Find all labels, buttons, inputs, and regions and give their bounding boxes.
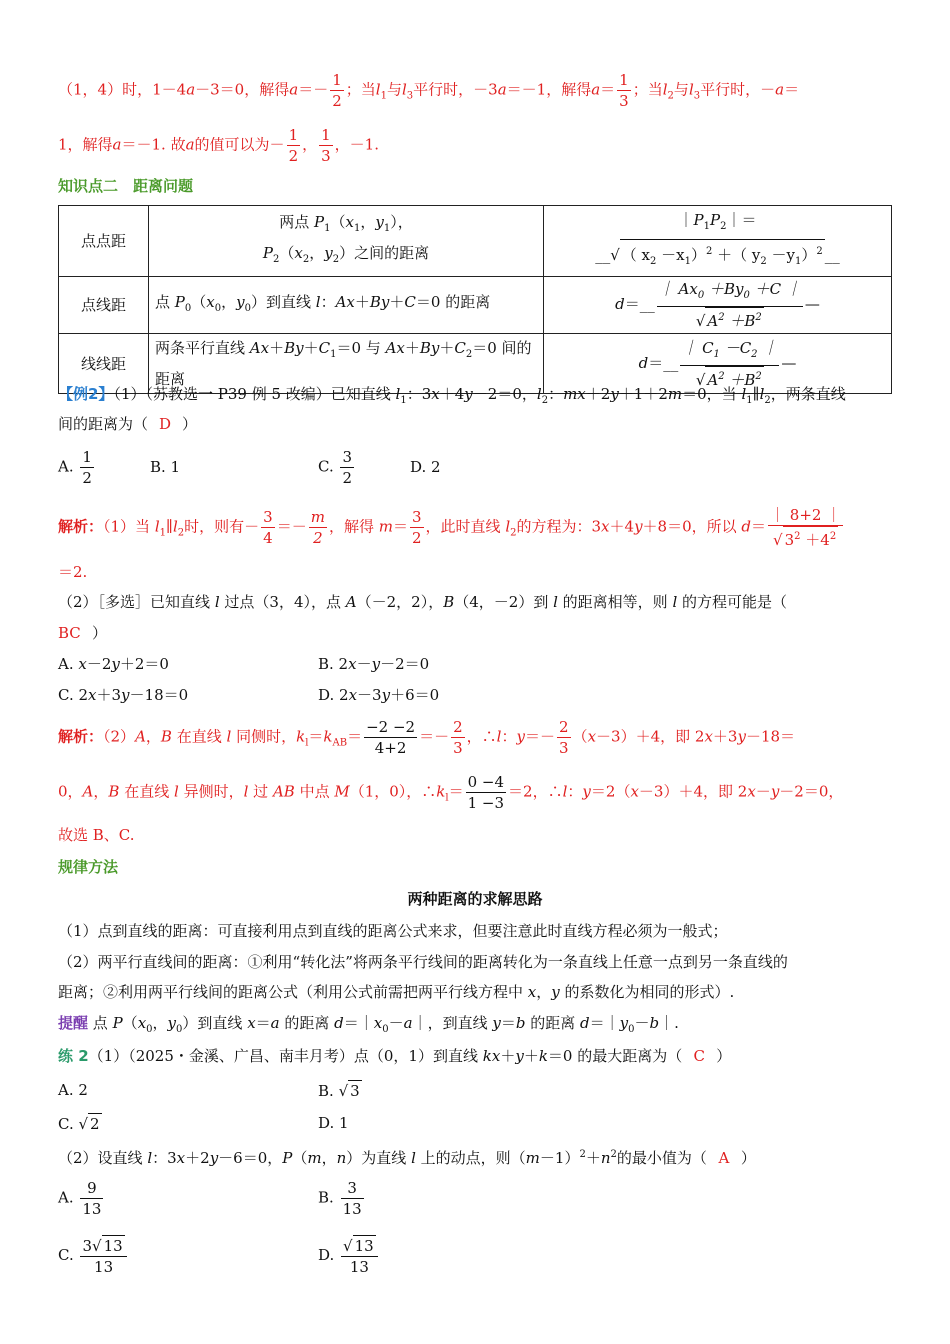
method-p2b: 距离；②利用两平行线间的距离公式（利用公式前需把两平行线方程中 x，y 的系数化为相同的形式）. bbox=[58, 983, 735, 1001]
fraction: $\frac{1}{3}$ bbox=[619, 71, 629, 110]
fraction: $\frac{m}{2}$ bbox=[310, 508, 325, 547]
fraction: $\frac{| C_1 -C_2 |}{√ A^2 +B^2}$ bbox=[682, 338, 778, 389]
method-p1: （1）点到直线的距离：可直接利用点到直线的距离公式来求，但要注意此时直线方程必须为一般式； bbox=[58, 922, 728, 940]
solution-1: 解析：（1）当 $l_1\parallel l_2$时，则有－ $\frac{3}{4}$ ＝－ $\frac{m}{2}$ ，解得 m＝ $\frac{3}{2}$ ，此时直线 $l_2$的方程为：3x＋4y＋8＝0，所以 d＝ $\frac{| 8+2 |}{√ 3^2 +4^2}$ bbox=[58, 506, 842, 549]
solution-2-line-1: 解析：（2）A，B 在直线 l 同侧时，$k_l=k_{AB}=$ $\frac{-2 -2}{4+2}$ ＝－ $\frac{2}{3}$ ，∴l：y＝－ $\frac{2}{3}$ （x－3）＋4，即 2x＋3y－18＝ bbox=[58, 718, 796, 757]
row-formula: d＝__ $\frac{| C_1 -C_2 |}{√ A^2 +B^2}$ — bbox=[544, 334, 892, 394]
option-c: C. 2x＋3y－18＝0 bbox=[58, 686, 189, 704]
fraction: $\frac{3}{4}$ bbox=[263, 508, 273, 547]
table-row bbox=[59, 277, 892, 334]
row-desc: 两条平行直线 $Ax+By+C_1=0$ 与 $Ax+By+C_2=0$ 间的 距离 bbox=[149, 334, 544, 394]
intro-line-1: （1，4）时，1－4a－3＝0，解得a＝－ $\frac{1}{2}$ ；当$l_1$与$l_3$平行时，－3a＝－1，解得a＝ $\frac{1}{3}$ ；当$l_2$与$l_3$平行时，－a＝ bbox=[58, 71, 800, 110]
row-name: 线线距 bbox=[59, 334, 149, 394]
fraction: $\frac{-2 -2}{4+2}$ bbox=[366, 718, 416, 757]
fraction: $\frac{1}{2}$ bbox=[332, 71, 342, 110]
option-c: C. $\frac{3}{2}$ bbox=[318, 448, 353, 487]
option-c: C. $\frac{3√ 13}{13}$ bbox=[58, 1235, 129, 1277]
fraction: $\frac{| Ax_0 +By_0 +C |}{√ A^2 +B^2}$ bbox=[658, 280, 801, 330]
method-title: 规律方法 bbox=[58, 858, 119, 876]
answer: C bbox=[693, 1047, 705, 1065]
row-desc: 点 $P_0(x_0$，$y_0$）到直线 l：Ax＋By＋C＝0 的距离 bbox=[149, 277, 544, 334]
option-b: B. 2x－y－2＝0 bbox=[318, 655, 430, 673]
solution-2-line-2: 0，A，B 在直线 l 异侧时，l 过 AB 中点 M（1，0），$\therefore k_l=$ $\frac{0 -4}{1 -3}$ ＝2，∴l：y＝2（x－3）＋4，即 2x－y－2＝0， bbox=[58, 773, 844, 812]
option-a: A. 2 bbox=[58, 1081, 88, 1099]
tip-label: 提醒 bbox=[58, 1014, 89, 1032]
row-name: 点线距 bbox=[59, 277, 149, 334]
option-a: A. $\frac{9}{13}$ bbox=[58, 1179, 102, 1218]
option-d: D. 2 bbox=[410, 458, 441, 476]
fraction: $\frac{0 -4}{1 -3}$ bbox=[467, 773, 505, 812]
option-d: D. 2x－3y＋6＝0 bbox=[318, 686, 440, 704]
example2-q2-cont: BC ） bbox=[58, 624, 108, 642]
example2-q1-cont: 间的距离为（ D ） bbox=[58, 415, 198, 433]
section-title: 知识点二 距离问题 bbox=[58, 177, 194, 195]
option-d: D. 1 bbox=[318, 1114, 349, 1132]
option-c: C. √ 2 bbox=[58, 1115, 100, 1133]
fraction: $\frac{1}{3}$ bbox=[321, 126, 331, 165]
solution-1-end: ＝2. bbox=[58, 563, 88, 581]
option-a: A. x－2y＋2＝0 bbox=[58, 655, 169, 673]
intro-line-2: 1，解得a＝－1. 故a的值可以为－ $\frac{1}{2}$ ， $\frac{1}{3}$ ，－1. bbox=[58, 126, 379, 165]
row-formula: d＝__ $\frac{| Ax_0 +By_0 +C |}{√ A^2 +B^2}$ — bbox=[544, 277, 892, 334]
method-tip: 提醒 点 $P(x_0$，$y_0$）到直线 x＝a 的距离 $d=|x_0-a|$，到直线 y＝b 的距离 $d=|y_0-b|$. bbox=[58, 1014, 679, 1035]
fraction: $\frac{2}{3}$ bbox=[453, 718, 463, 757]
solution-2-line-3: 故选 B、C. bbox=[58, 826, 135, 844]
method-p2a: （2）两平行直线间的距离：①利用“转化法”将两条平行线间的距离转化为一条直线上任意一点到另一条直线的 bbox=[58, 953, 788, 971]
row-name: 点点距 bbox=[59, 206, 149, 277]
fraction: $\frac{1}{2}$ bbox=[288, 126, 299, 165]
answer: D bbox=[159, 415, 172, 433]
option-b: B. √ 3 bbox=[318, 1082, 360, 1100]
table-row bbox=[59, 206, 892, 277]
answer: A bbox=[718, 1149, 730, 1167]
fraction: $\frac{| 8+2 |}{√ 3^2 +4^2}$ bbox=[770, 506, 842, 549]
method-center-title: 两种距离的求解思路 bbox=[407, 890, 543, 908]
answer: BC bbox=[58, 624, 81, 642]
example2-q1: 【例2】（1）（苏教选一 P39 例 5 改编）已知直线 $l_1$：3x＋4y－2＝0，$l_2$：mx＋2y＋1＋2m＝0，当 $l_1\parallel l_2$，两条直线 bbox=[58, 385, 846, 406]
option-b: B. $\frac{3}{13}$ bbox=[318, 1179, 362, 1218]
row-formula: $|P_1P_2|=$ __√ （ $x_2 -x_1)^2$ ＋（ $y_2 -y_1)^2$ __ bbox=[544, 206, 892, 277]
example2-q2: （2）［多选］已知直线 l 过点（3，4），点 A（－2，2），B（4，－2）到 l 的距离相等，则 l 的方程可能是（ bbox=[58, 593, 788, 611]
distance-table bbox=[58, 205, 892, 394]
fraction: $\frac{2}{3}$ bbox=[559, 718, 569, 757]
fraction: $\frac{3}{2}$ bbox=[411, 508, 422, 547]
option-a: A. $\frac{1}{2}$ bbox=[58, 448, 92, 487]
practice2-q1: 练 2（1）（2025・金溪、广昌、南丰月考）点（0，1）到直线 kx＋y＋k＝0 的最大距离为（ C ） bbox=[58, 1047, 732, 1065]
option-b: B. 1 bbox=[150, 458, 181, 476]
option-d: D. $\frac{√ 13}{13}$ bbox=[318, 1235, 380, 1277]
practice2-q2: （2）设直线 l：3x＋2y－6＝0，P（m，n）为直线 l 上的动点，则$(m-1)^2+n^2$的最小值为（ A ） bbox=[58, 1149, 756, 1167]
row-desc: 两点 $P_1(x_1$，$y_1$）， $P_2(x_2$，$y_2$）之间的距离 bbox=[149, 206, 544, 277]
